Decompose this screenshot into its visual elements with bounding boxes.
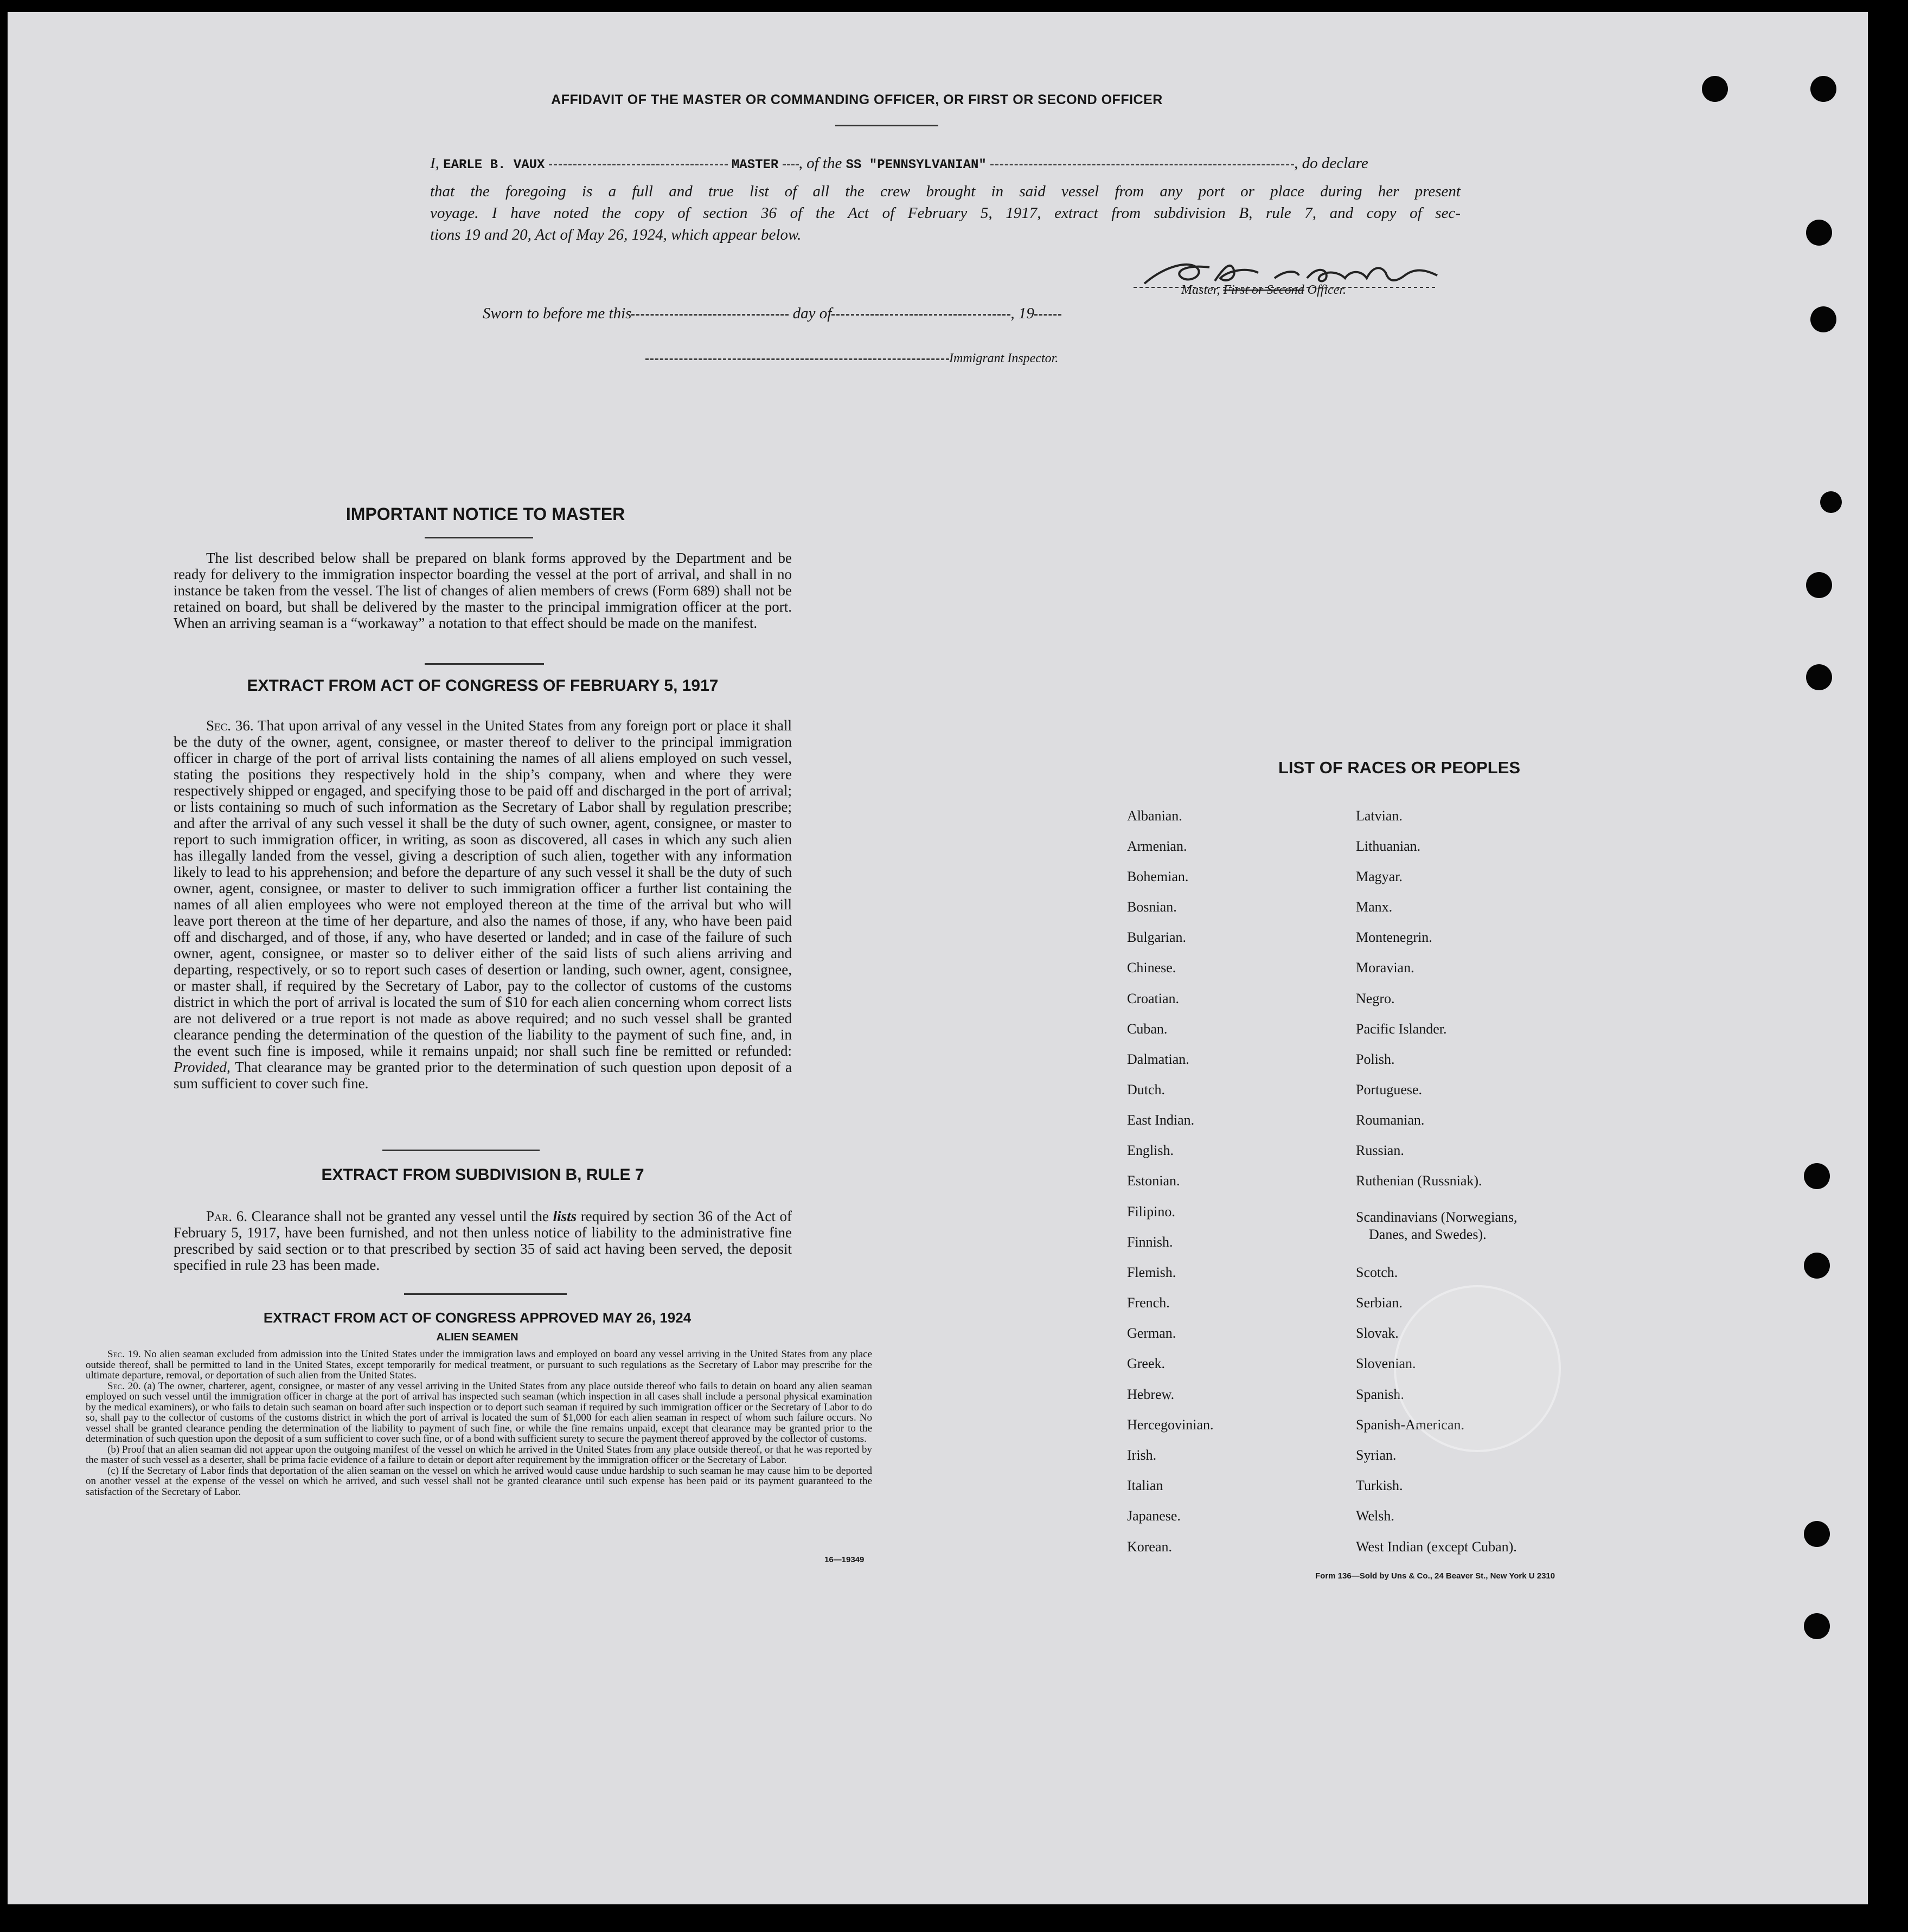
race-item: Japanese.	[1127, 1508, 1181, 1524]
section-36-body: That upon arrival of any vessel in the United States from any foreign port or place it shall be the duty of the owner, agent, consignee, or master thereof to deliver to the principal immigration officer in charge of the port of arrival lists containing the names of all aliens employed on such vessel, stating the positions they respectively hold in the ship’s company, when and where they were respectively shipped or engaged, and specifying those to be paid off and discharged in the port of arrival; or lists containing so much of such information as the Secretary of Labor shall by regulation prescribe; and after the arrival of any such vessel it shall be the duty of such owner, agent, consignee, or master to report to such immigration officer, in writing, as soon as discovered, all cases in which any such alien has illegally landed from the vessel, giving a description of such alien, together with any information likely to lead to his apprehension; and before the departure of any such vessel it shall be the duty of such owner, agent, consignee, or master to deliver to such immigration officer a further list containing the names of all alien employees who were not employed thereon at the time of the arrival but who will leave port thereon at the time of her departure, and also the names of those, if any, who have been paid off and discharged, and of those, if any, who have deserted or landed; and in case of the failure of such owner, agent, consignee, or master so to deliver either of the said lists of such aliens arriving and departing, respectively, or so to report such cases of desertion or landing, such owner, agent, consignee, or master shall, if required by the Secretary of Labor, pay to the collector of customs of the customs district in which the port of arrival is located the sum of $10 for each alien concerning whom correct lists are not delivered or a true report is not made as above required; and no such vessel shall be granted clearance pending the determination of the question of the liability to the payment of such fine, and, in the event such fine is imposed, while it remains unpaid; nor shall such fine be remitted or refunded:	[174, 717, 792, 1059]
race-item: Hercegovinian.	[1127, 1417, 1214, 1433]
race-item: Greek.	[1127, 1356, 1166, 1371]
binder-hole	[1804, 1521, 1830, 1547]
race-item: Italian	[1127, 1478, 1163, 1493]
race-item: English.	[1127, 1142, 1174, 1158]
affidavit-title: AFFIDAVIT OF THE MASTER OR COMMANDING OFFICER, OR FIRST OR SECOND OFFICER	[551, 92, 1163, 107]
notice-text: The list described below shall be prepared on blank forms approved by the Department and be ready for delivery to the immigration inspector boarding the vessel at the port of arrival, and shall in no instance be taken from the vessel. The list of changes of alien members of crews (Form 689) shall not be retained on board, but shall be delivered by the master to the principal immigration officer at the port. When an arriving seaman is a “workaway” a notation to that effect should be made on the manifest.	[174, 550, 792, 631]
binder-hole	[1820, 491, 1842, 513]
race-item: Flemish.	[1127, 1265, 1176, 1280]
binder-hole	[1806, 220, 1832, 246]
race-item: East Indian.	[1127, 1112, 1195, 1128]
race-item: Negro.	[1356, 991, 1395, 1006]
inspector-line	[645, 351, 1058, 366]
affidavit-line3: voyage. I have noted the copy of section 36 of the Act of February 5, 1917, extract from subdivision B, rule 7, and copy of sec-	[430, 204, 1461, 222]
inspector-label: Immigrant Inspector.	[949, 351, 1059, 365]
race-item: Albanian.	[1127, 808, 1182, 824]
do-declare-label: , do declare	[1294, 155, 1368, 172]
section-19-body: No alien seaman excluded from admission into the United States under the immigration laws and employed on board any vessel arriving in the United States from any place outside thereof, shall be permitted to land in the United States, except temporarily for medical treatment, or pursuant to such regulations as the Secretary of Labor may prescribe for the ultimate departure, removal, or deportation of such alien from the United States.	[86, 1349, 873, 1381]
race-item: Russian.	[1356, 1142, 1404, 1158]
binder-hole	[1810, 76, 1836, 102]
year-label: , 19	[1010, 305, 1034, 322]
paragraph-6-label: Par. 6.	[206, 1208, 248, 1224]
race-item: Slovenian.	[1356, 1356, 1416, 1371]
race-item: Lithuanian.	[1356, 838, 1421, 854]
master-rank: MASTER	[731, 158, 779, 172]
race-item: Estonian.	[1127, 1173, 1180, 1189]
divider	[404, 1293, 567, 1295]
provided-label: Provided,	[174, 1059, 231, 1075]
race-item: Spanish-American.	[1356, 1417, 1465, 1433]
race-item: Pacific Islander.	[1356, 1021, 1447, 1037]
race-item: Bulgarian.	[1127, 929, 1187, 945]
fill-line	[783, 164, 799, 165]
section-20-b: (b) Proof that an alien seaman did not appear upon the outgoing manifest of the vessel on which he arrived in the United States from any place outside thereof, or that he was reported by the master of such vessel as a deserter, shall be prima facie evidence of a failure to detain or deport after requirement by the immigration officer or the Secretary of Labor.	[86, 1443, 872, 1466]
embossed-seal	[1394, 1285, 1561, 1452]
race-item: Scandinavians (Norwegians,	[1356, 1209, 1518, 1225]
section-36-end: That clearance may be granted prior to the determination of such question upon deposit of a sum sufficient to cover such fine.	[174, 1059, 792, 1092]
race-item: Filipino.	[1127, 1204, 1175, 1219]
form-footer: Form 136—Sold by Uns & Co., 24 Beaver St., New York U 2310	[1315, 1571, 1555, 1581]
extract-1924-title: EXTRACT FROM ACT OF CONGRESS APPROVED MAY 26, 1924	[263, 1310, 692, 1326]
divider	[382, 1150, 540, 1151]
race-item: French.	[1127, 1295, 1170, 1311]
race-item: Serbian.	[1356, 1295, 1403, 1311]
race-item: Spanish.	[1356, 1387, 1404, 1402]
lists-word: lists	[553, 1208, 577, 1224]
day-of-label: day of	[792, 305, 832, 322]
races-title: LIST OF RACES OR PEOPLES	[1278, 758, 1521, 777]
race-item: Magyar.	[1356, 869, 1403, 884]
fill-line	[549, 164, 728, 165]
race-item: Chinese.	[1127, 960, 1176, 975]
race-item: Hebrew.	[1127, 1387, 1175, 1402]
race-item: Dalmatian.	[1127, 1051, 1189, 1067]
race-item: Cuban.	[1127, 1021, 1168, 1037]
extract-1917-title: EXTRACT FROM ACT OF CONGRESS OF FEBRUARY 5, 1917	[247, 677, 719, 695]
binder-hole	[1804, 1253, 1830, 1279]
extract-1917-text	[174, 717, 792, 1092]
race-item: Armenian.	[1127, 838, 1187, 854]
race-item: Ruthenian (Russniak).	[1356, 1173, 1482, 1189]
race-item: West Indian (except Cuban).	[1356, 1539, 1517, 1555]
race-item: Bosnian.	[1127, 899, 1177, 915]
rule7-text	[174, 1208, 792, 1273]
race-item: Dutch.	[1127, 1082, 1166, 1097]
master-name: EARLE B. VAUX	[443, 158, 545, 172]
section-19-label: Sec. 19.	[107, 1349, 141, 1360]
divider	[425, 663, 544, 665]
race-item: Polish.	[1356, 1051, 1395, 1067]
notice-title: IMPORTANT NOTICE TO MASTER	[345, 504, 625, 524]
race-item: Irish.	[1127, 1447, 1157, 1463]
binder-hole	[1806, 664, 1832, 690]
vessel-name: SS "PENNSYLVANIAN"	[846, 158, 987, 172]
section-20-a: (a) The owner, charterer, agent, consignee, or master of any vessel arriving in the United States from any place outside thereof who fails to detain on board any alien seaman employed on such vessel until the immigration officer in charge at the port of arrival has inspected such seaman (which inspection in all cases shall include a personal physical examination by the medical examiners), or who fails to detain such seaman on board after such inspection or to deport such seaman if required by such immigration officer or the Secretary of Labor to do so, shall pay to the collector of customs of the customs district in which the port of arrival is located the sum of $1,000 for each alien seaman in respect of whom such failure occurs. No vessel shall be granted clearance pending the determination of the liability to payment of such fine, or while the fine remains unpaid, except that clearance may be granted prior to the determination of such question upon the deposit of a sum sufficient to cover such fine, or of a bond with sufficient surety to secure the payment thereof approved by the collector of customs.	[86, 1380, 872, 1445]
section-20-c: (c) If the Secretary of Labor finds that deportation of the alien seaman on the vessel on which he arrived would cause undue hardship to such seaman he may cause him to be deported on another vessel at the expense of the vessel on which he arrived, and such vessel shall not be granted clearance until such expense has been paid or its payment guaranteed to the satisfaction of the Secretary of Labor.	[86, 1465, 872, 1498]
signature-caption-text: Master, First or Second Officer.	[1181, 283, 1346, 297]
race-item: Korean.	[1127, 1539, 1173, 1555]
race-item: Scotch.	[1356, 1265, 1398, 1280]
fill-line	[831, 314, 1010, 316]
binder-hole	[1702, 76, 1728, 102]
race-item: Manx.	[1356, 899, 1393, 915]
extract-1924-subtitle: ALIEN SEAMEN	[436, 1331, 518, 1343]
divider	[835, 125, 938, 126]
section-20-label: Sec. 20.	[107, 1380, 141, 1392]
race-item: Moravian.	[1356, 960, 1414, 975]
binder-hole	[1806, 572, 1832, 598]
race-item: German.	[1127, 1325, 1176, 1341]
sworn-label: Sworn to before me this	[483, 305, 632, 322]
affidavit-line4: tions 19 and 20, Act of May 26, 1924, which appear below.	[430, 226, 802, 243]
affidavit-body	[430, 181, 1461, 246]
race-item: Croatian.	[1127, 991, 1180, 1006]
race-item: Slovak.	[1356, 1325, 1399, 1341]
binder-hole	[1804, 1163, 1830, 1189]
rule7-title: EXTRACT FROM SUBDIVISION B, RULE 7	[321, 1166, 644, 1184]
of-the-label: , of the	[798, 155, 842, 172]
race-item: Turkish.	[1356, 1478, 1403, 1493]
section-36-label: Sec. 36.	[206, 717, 254, 734]
fill-line	[1034, 314, 1061, 316]
sworn-line	[483, 305, 1061, 323]
affidavit-line1	[430, 155, 1461, 172]
fill-line	[645, 358, 949, 360]
race-item: Danes, and Swedes).	[1369, 1227, 1487, 1242]
race-item: Portuguese.	[1356, 1082, 1423, 1097]
fill-line	[631, 314, 789, 316]
affidavit-i: I,	[430, 155, 439, 172]
race-item: Welsh.	[1356, 1508, 1394, 1524]
binder-hole	[1810, 306, 1836, 332]
race-item: Syrian.	[1356, 1447, 1397, 1463]
divider	[425, 537, 533, 538]
affidavit-line2: that the foregoing is a full and true list of all the crew brought in said vessel from any port or place during her present	[430, 183, 1461, 200]
race-item: Bohemian.	[1127, 869, 1189, 884]
rule7-text-b: required by section 36 of the Act of February 5, 1917, have been furnished, and not then unless notice of liability to the administrative fine prescribed by said section or to that prescribed by section 35 of said act having been served, the deposit specified in rule 23 has been made.	[174, 1208, 792, 1273]
rule7-text-a: Clearance shall not be granted any vessel until the	[251, 1208, 549, 1224]
signature-caption	[1181, 283, 1346, 298]
extract-1924-text	[86, 1349, 872, 1497]
race-item: Roumanian.	[1356, 1112, 1425, 1128]
race-item: Latvian.	[1356, 808, 1403, 824]
race-item: Montenegrin.	[1356, 929, 1432, 945]
binder-hole	[1804, 1613, 1830, 1639]
form-code: 16—19349	[824, 1555, 865, 1564]
fill-line	[990, 164, 1294, 165]
race-item: Finnish.	[1127, 1234, 1173, 1250]
